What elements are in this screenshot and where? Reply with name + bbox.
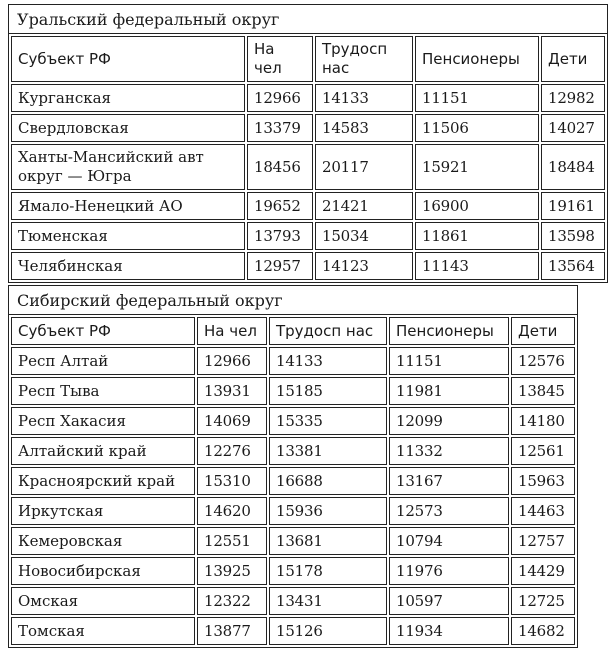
value-cell: 12957	[247, 252, 313, 280]
table-row	[11, 347, 575, 375]
column-header	[247, 36, 313, 82]
column-header-line: Субъект РФ	[18, 49, 111, 68]
value-cell: 14682	[511, 617, 575, 645]
region-name-cell: Новосибирская	[11, 557, 195, 585]
value-cell: 13793	[247, 222, 313, 250]
table-row	[11, 497, 575, 525]
region-name-cell: Респ Тыва	[11, 377, 195, 405]
value-cell: 14620	[197, 497, 267, 525]
column-header	[415, 36, 539, 82]
table-row	[11, 192, 605, 220]
value-cell: 15126	[269, 617, 387, 645]
value-cell: 16688	[269, 467, 387, 495]
column-header: Пенсионеры	[389, 317, 509, 345]
region-name-cell: Алтайский край	[11, 437, 195, 465]
value-cell: 13925	[197, 557, 267, 585]
value-cell: 12561	[511, 437, 575, 465]
table-row	[11, 467, 575, 495]
value-cell: 12099	[389, 407, 509, 435]
value-cell: 12725	[511, 587, 575, 615]
column-header: Субъект РФ	[11, 317, 195, 345]
value-cell: 14027	[541, 114, 605, 142]
value-cell: 19161	[541, 192, 605, 220]
region-name-cell: Кемеровская	[11, 527, 195, 555]
region-name-cell: Курганская	[11, 84, 245, 112]
value-cell: 13845	[511, 377, 575, 405]
value-cell: 13877	[197, 617, 267, 645]
value-cell: 20117	[315, 144, 413, 190]
value-cell: 12276	[197, 437, 267, 465]
value-cell: 16900	[415, 192, 539, 220]
value-cell: 14133	[269, 347, 387, 375]
header-row	[11, 317, 575, 345]
value-cell: 11981	[389, 377, 509, 405]
table-row	[11, 144, 605, 190]
caption-siberia: Сибирский федеральный округ	[8, 285, 578, 315]
value-cell: 13564	[541, 252, 605, 280]
value-cell: 13681	[269, 527, 387, 555]
header-row	[11, 36, 605, 82]
value-cell: 13167	[389, 467, 509, 495]
value-cell: 14069	[197, 407, 267, 435]
value-cell: 18456	[247, 144, 313, 190]
column-header	[541, 36, 605, 82]
region-name-cell: Ханты-Мансийский авт округ — Югра	[11, 144, 245, 190]
table-row	[11, 377, 575, 405]
value-cell: 13598	[541, 222, 605, 250]
value-cell: 12551	[197, 527, 267, 555]
value-cell: 11151	[415, 84, 539, 112]
value-cell: 14429	[511, 557, 575, 585]
column-header	[11, 36, 245, 82]
value-cell: 12757	[511, 527, 575, 555]
column-header-line: Пенсионеры	[422, 49, 520, 68]
value-cell: 11976	[389, 557, 509, 585]
value-cell: 12982	[541, 84, 605, 112]
table-row	[11, 557, 575, 585]
table-row	[11, 437, 575, 465]
value-cell: 14463	[511, 497, 575, 525]
value-cell: 11861	[415, 222, 539, 250]
column-header-line: Трудосп	[322, 40, 388, 58]
value-cell: 14123	[315, 252, 413, 280]
value-cell: 15936	[269, 497, 387, 525]
value-cell: 11506	[415, 114, 539, 142]
region-name-cell: Красноярский край	[11, 467, 195, 495]
value-cell: 15185	[269, 377, 387, 405]
value-cell: 11332	[389, 437, 509, 465]
region-name-cell: Респ Хакасия	[11, 407, 195, 435]
value-cell: 11151	[389, 347, 509, 375]
table-row	[11, 527, 575, 555]
value-cell: 11143	[415, 252, 539, 280]
column-header-line: Дети	[548, 49, 588, 68]
column-header: Трудосп нас	[269, 317, 387, 345]
value-cell: 15034	[315, 222, 413, 250]
region-name-cell: Свердловская	[11, 114, 245, 142]
value-cell: 12573	[389, 497, 509, 525]
column-header-line: чел	[254, 59, 282, 77]
value-cell: 14583	[315, 114, 413, 142]
value-cell: 12576	[511, 347, 575, 375]
region-name-cell: Омская	[11, 587, 195, 615]
value-cell: 12966	[247, 84, 313, 112]
value-cell: 13431	[269, 587, 387, 615]
value-cell: 15963	[511, 467, 575, 495]
table-row	[11, 587, 575, 615]
region-name-cell: Респ Алтай	[11, 347, 195, 375]
caption-ural: Уральский федеральный округ	[8, 4, 608, 34]
value-cell: 15335	[269, 407, 387, 435]
value-cell: 15178	[269, 557, 387, 585]
value-cell: 18484	[541, 144, 605, 190]
region-name-cell: Иркутская	[11, 497, 195, 525]
table-row	[11, 407, 575, 435]
table-row	[11, 617, 575, 645]
value-cell: 15921	[415, 144, 539, 190]
table-row	[11, 222, 605, 250]
region-name-cell: Томская	[11, 617, 195, 645]
table-row	[11, 252, 605, 280]
region-name-cell: Ямало-Ненецкий АО	[11, 192, 245, 220]
table-ural	[8, 33, 608, 283]
table-siberia	[8, 314, 578, 648]
table-row	[11, 114, 605, 142]
value-cell: 10794	[389, 527, 509, 555]
column-header: На чел	[197, 317, 267, 345]
column-header: Дети	[511, 317, 575, 345]
table-row	[11, 84, 605, 112]
column-header-line: На	[254, 40, 275, 58]
value-cell: 21421	[315, 192, 413, 220]
value-cell: 15310	[197, 467, 267, 495]
value-cell: 12966	[197, 347, 267, 375]
region-name-cell: Тюменская	[11, 222, 245, 250]
column-header-line: нас	[322, 59, 350, 77]
value-cell: 13381	[269, 437, 387, 465]
value-cell: 13379	[247, 114, 313, 142]
value-cell: 12322	[197, 587, 267, 615]
value-cell: 11934	[389, 617, 509, 645]
value-cell: 10597	[389, 587, 509, 615]
column-header	[315, 36, 413, 82]
region-name-cell: Челябинская	[11, 252, 245, 280]
value-cell: 14180	[511, 407, 575, 435]
value-cell: 19652	[247, 192, 313, 220]
value-cell: 14133	[315, 84, 413, 112]
value-cell: 13931	[197, 377, 267, 405]
